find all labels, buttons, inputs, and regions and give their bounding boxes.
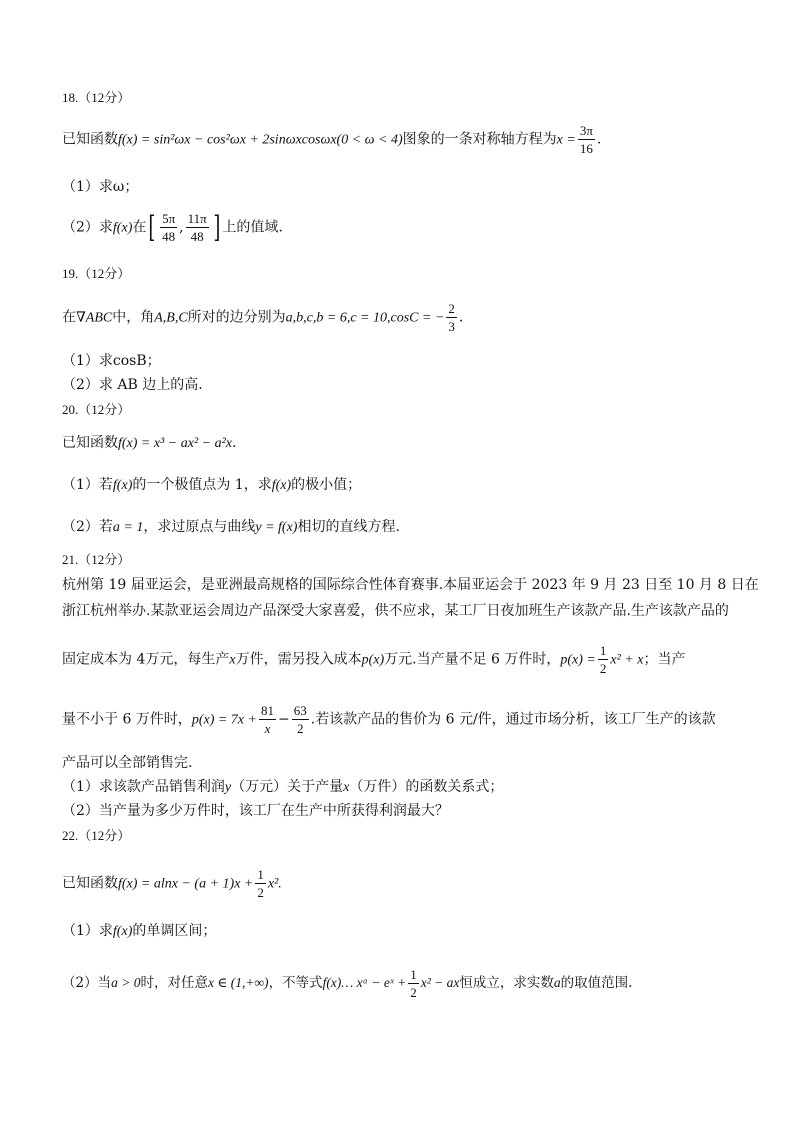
part-text: ，不等式 [268, 975, 323, 991]
fraction-numerator: 3π [579, 123, 593, 138]
fraction-denominator: 2 [410, 985, 417, 1000]
function-symbol: f(x) [271, 478, 292, 493]
function-formula: f(x) = sin²ωx − cos²ωx + 2sinωxcosωx(0 < ω < 4) [118, 132, 403, 148]
fraction-numerator: 1 [257, 867, 264, 882]
right-bracket: ] [213, 209, 221, 245]
question-21-line1: 杭州第 19 届亚运会，是亚洲最高规格的国际综合性体育赛事.本届亚运会于 2023 年 9 月 23 日至 10 月 8 日在 [62, 577, 759, 593]
fraction-1-2 [598, 644, 609, 675]
fraction-11pi-48 [186, 212, 209, 243]
fraction-denominator: x [264, 721, 271, 736]
fraction-denominator: 16 [579, 141, 593, 156]
part-text: 在 [132, 219, 147, 236]
part-text: 的极小值； [291, 477, 362, 493]
question-19-part1: （1）求cosB； [62, 353, 161, 369]
part-text: ，求过原点与曲线 [143, 519, 256, 535]
question-21-part2: （2）当产量为多少万件时，该工厂在生产中所获得利润最大？ [62, 803, 449, 819]
fraction-3pi-16 [578, 124, 595, 155]
fraction-numerator: 1 [410, 967, 417, 982]
stem-text: 在 [62, 309, 76, 326]
question-19-part2: （2）求 AB 边上的高. [62, 377, 203, 393]
part-text: 的单调区间； [132, 923, 217, 939]
part-text: 的一个极值点为 1，求 [132, 477, 272, 493]
variable-x: x [229, 652, 236, 668]
stem-text: 图象的一条对称轴方程为 [402, 131, 557, 148]
question-21 [62, 550, 130, 570]
question-19 [62, 264, 130, 284]
question-18-part1: （1）求ω； [62, 179, 139, 195]
cost-formula: p(x) = 7x + [191, 712, 257, 728]
cost-formula: p(x) = [560, 652, 596, 668]
inequality: x² − ax [420, 975, 460, 990]
question-20-part2 [62, 516, 400, 539]
fraction-1-2 [255, 868, 266, 899]
stem-text: 万元.当产量不足 6 万件时， [384, 651, 561, 668]
question-22-part2 [62, 968, 632, 999]
variable-y: y [224, 780, 232, 795]
left-bracket: [ [148, 209, 156, 245]
inequality: f(x)… xᵃ − eˣ + [322, 975, 407, 990]
question-18 [62, 88, 130, 108]
part-text: 时，对任意 [140, 975, 208, 991]
question-19-stem: 在∇ABC中，角A,B,C所对的边分别为a,b,c,b = 6,c = 10,cosC = − $\frac{2}{3}$ . [62, 301, 464, 334]
part-text: 恒成立，求实数 [459, 975, 554, 991]
condition: a > 0 [111, 975, 141, 990]
question-22-part1 [62, 920, 216, 943]
question-22-stem [62, 868, 282, 899]
function-symbol: f(x) [112, 220, 133, 236]
cost-formula: x² + x [610, 652, 644, 668]
question-21-header: 21.（12分） [62, 552, 131, 567]
question-21-line2: 浙江杭州举办.某款亚运会周边产品深受大家喜爱，供不应求，某工厂日夜加班生产该款产品.生产该款产品的 [62, 603, 729, 619]
stem-text: 万件，需另投入成本 [235, 651, 362, 668]
fraction-numerator: 2 [448, 301, 455, 316]
question-18-header: 18.（12分） [62, 90, 131, 105]
domain-interval: x ∈ (1,+∞) [207, 975, 269, 990]
fraction-numerator: 63 [293, 703, 307, 718]
stem-text: 中，角 [112, 309, 155, 326]
fraction-81-x [259, 704, 276, 735]
part-text: （1）求 [62, 923, 113, 939]
fraction-numerator: 81 [260, 703, 274, 718]
curve-equation: y = f(x) [255, 520, 298, 535]
question-22-header: 22.（12分） [62, 828, 131, 843]
question-22 [62, 826, 130, 846]
question-19-header: 19.（12分） [62, 266, 131, 281]
part-text: （2）求 [62, 219, 113, 236]
condition: a = 1 [112, 520, 144, 535]
question-20-header: 20.（12分） [62, 402, 131, 417]
fraction-5pi-48 [160, 212, 177, 243]
stem-text: 固定成本为 4万元，每生产 [62, 651, 230, 668]
fraction-denominator: 3 [448, 319, 455, 334]
variable-a: a [553, 975, 561, 990]
fraction-denominator: 2 [599, 661, 607, 676]
part-text: （2）当 [62, 975, 112, 991]
stem-text: 已知函数 [62, 435, 118, 451]
triangle-symbol: ∇ABC [76, 310, 113, 326]
stem-text: 所对的边分别为 [187, 309, 286, 326]
question-21-line4 [62, 704, 716, 735]
function-symbol: f(x) [112, 478, 133, 493]
fraction-denominator: 48 [190, 229, 204, 244]
stem-text: 量不小于 6 万件时， [62, 711, 192, 728]
fraction-denominator: 48 [162, 229, 176, 244]
stem-text: 已知函数 [62, 131, 118, 148]
part-text: （1）若 [62, 477, 113, 493]
axis-equation: x = [556, 132, 576, 148]
question-18-part2: （2）求f(x)在[ $\frac{5\pi}{48}$ , $\frac{11\pi}{48}$ ] 上的值域. [62, 209, 283, 245]
part-text: （万件）的函数关系式； [349, 779, 504, 795]
side-values: a,b,c,b = 6,c = 10,cosC = − [285, 310, 445, 326]
function-formula: x². [267, 876, 282, 892]
question-20 [62, 400, 130, 420]
cost-function: p(x) [361, 652, 385, 668]
part-text: （万元）关于产量 [231, 779, 344, 795]
question-21-line3 [62, 644, 685, 675]
stem-text: .若该款产品的售价为 6 元/件，通过市场分析，该工厂生产的该款 [310, 711, 716, 728]
question-20-part1 [62, 474, 361, 497]
fraction-numerator: 11π [187, 211, 207, 226]
question-20-stem: 已知函数f(x) = x³ − ax² − a²x. [62, 435, 237, 451]
minus-sign: − [277, 711, 290, 728]
part-text: （1）求该款产品销售利润 [62, 779, 225, 795]
fraction-denominator: 2 [257, 885, 264, 900]
fraction-2-3 [446, 302, 457, 333]
question-21-part1 [62, 776, 503, 799]
fraction-numerator: 5π [162, 211, 176, 226]
part-text: 上的值域. [222, 219, 283, 236]
part-text: 的取值范围. [560, 975, 633, 991]
function-formula: f(x) = x³ − ax² − a²x [118, 436, 233, 451]
stem-text: 已知函数 [62, 875, 118, 892]
part-text: 相切的直线方程. [297, 519, 400, 535]
stem-text: ；当产 [643, 651, 686, 668]
question-18-stem: 已知函数f(x) = sin²ωx − cos²ωx + 2sinωxcosωx(0 < ω < 4)图象的一条对称轴方程为x = $\frac{3\pi}{16}$ . [62, 123, 602, 156]
fraction-denominator: 2 [296, 721, 304, 736]
part-text: （2）若 [62, 519, 113, 535]
fraction-numerator: 1 [599, 643, 607, 658]
function-formula: f(x) = alnx − (a + 1)x + [118, 876, 254, 892]
function-symbol: f(x) [112, 924, 133, 939]
angle-labels: A,B,C [154, 310, 188, 326]
variable-x: x [343, 780, 350, 795]
fraction-1-2 [408, 968, 419, 999]
fraction-63-2 [292, 704, 309, 735]
question-21-line5: 产品可以全部销售完. [62, 755, 193, 771]
